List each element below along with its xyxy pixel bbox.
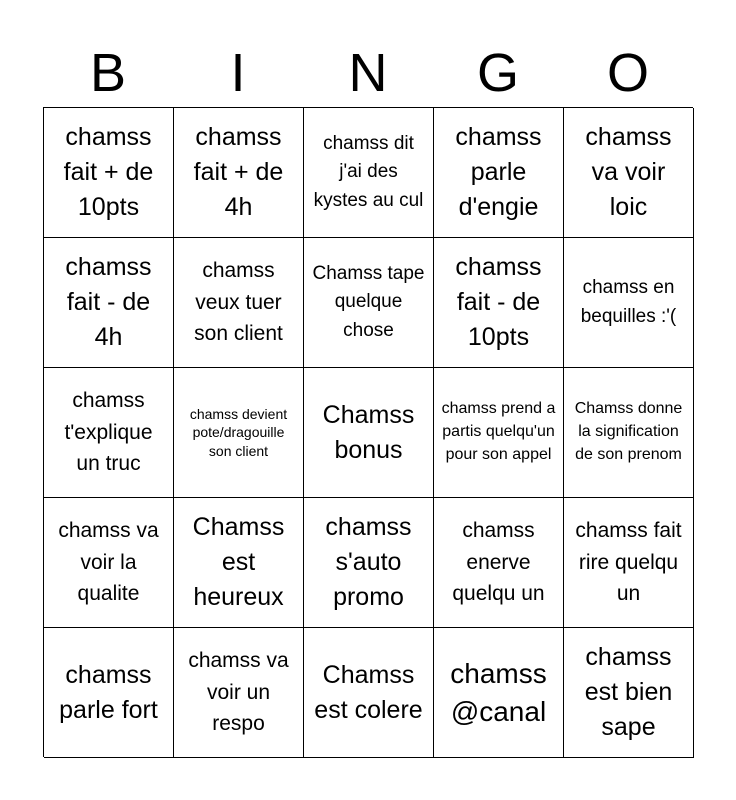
bingo-cell[interactable] [174,498,304,628]
bingo-grid [43,107,693,757]
bingo-cell-text: chamss @canal [450,657,547,727]
bingo-cell-text: chamss va voir un respo [188,649,289,736]
bingo-cell[interactable] [434,498,564,628]
bingo-cell-text: chamss en bequilles :'( [580,277,677,327]
bingo-cell-text: chamss va voir la qualite [58,519,159,606]
bingo-cell[interactable] [434,238,564,368]
bingo-cell[interactable] [174,368,304,498]
bingo-cell[interactable] [304,238,434,368]
bingo-cell[interactable] [564,108,694,238]
bingo-cell-text: Chamss bonus [322,400,415,464]
bingo-cell[interactable] [174,238,304,368]
header-letter-n: N [348,43,388,103]
bingo-cell-text: Chamss donne la signification de son prenom [574,400,683,463]
bingo-cell-text: chamss fait rire quelqu un [575,519,682,606]
bingo-cell[interactable] [304,368,434,498]
bingo-cell-text: chamss parle d'engie [455,123,542,221]
bingo-cell[interactable] [44,628,174,758]
bingo-cell-text: chamss fait + de 4h [193,123,284,221]
bingo-cell-text: chamss devient pote/dragouille son client [189,406,288,459]
bingo-cell[interactable] [564,368,694,498]
bingo-cell-text: chamss prend a partis quelqu'un pour son appel [441,400,556,463]
bingo-cell[interactable] [434,628,564,758]
bingo-cell-text: chamss est bien sape [584,643,673,741]
bingo-cell-text: chamss fait - de 4h [65,253,152,351]
bingo-cell[interactable] [44,108,174,238]
bingo-cell[interactable] [44,238,174,368]
bingo-cell-text: chamss fait - de 10pts [455,253,542,351]
bingo-cell-text: chamss fait + de 10pts [63,123,154,221]
bingo-cell-text: chamss dit j'ai des kystes au cul [313,132,424,211]
bingo-cell-text: chamss enerve quelqu un [452,519,545,606]
bingo-cell[interactable] [304,628,434,758]
bingo-cell[interactable] [44,498,174,628]
header-letter-o: O [606,43,649,103]
bingo-cell-text: chamss parle fort [59,660,158,724]
bingo-cell-text: Chamss est colere [314,660,423,724]
bingo-cell[interactable] [564,238,694,368]
bingo-cell[interactable] [44,368,174,498]
bingo-cell-text: chamss veux tuer son client [194,259,283,346]
header-letter-b: B [89,43,127,103]
bingo-cell[interactable] [174,628,304,758]
bingo-cell[interactable] [304,108,434,238]
header-letter-i: I [230,43,246,103]
bingo-cell[interactable] [434,368,564,498]
bingo-cell-text: Chamss tape quelque chose [312,262,425,341]
bingo-cell[interactable] [174,108,304,238]
bingo-cell[interactable] [304,498,434,628]
bingo-header [43,40,693,106]
bingo-cell[interactable] [564,628,694,758]
bingo-cell-text: chamss t'explique un truc [64,389,153,476]
header-letter-g: G [476,43,519,103]
bingo-cell-text: Chamss est heureux [192,513,285,611]
bingo-cell-text: chamss s'auto promo [325,513,412,611]
bingo-cell-text: chamss va voir loic [585,123,672,221]
bingo-cell[interactable] [564,498,694,628]
bingo-cell[interactable] [434,108,564,238]
